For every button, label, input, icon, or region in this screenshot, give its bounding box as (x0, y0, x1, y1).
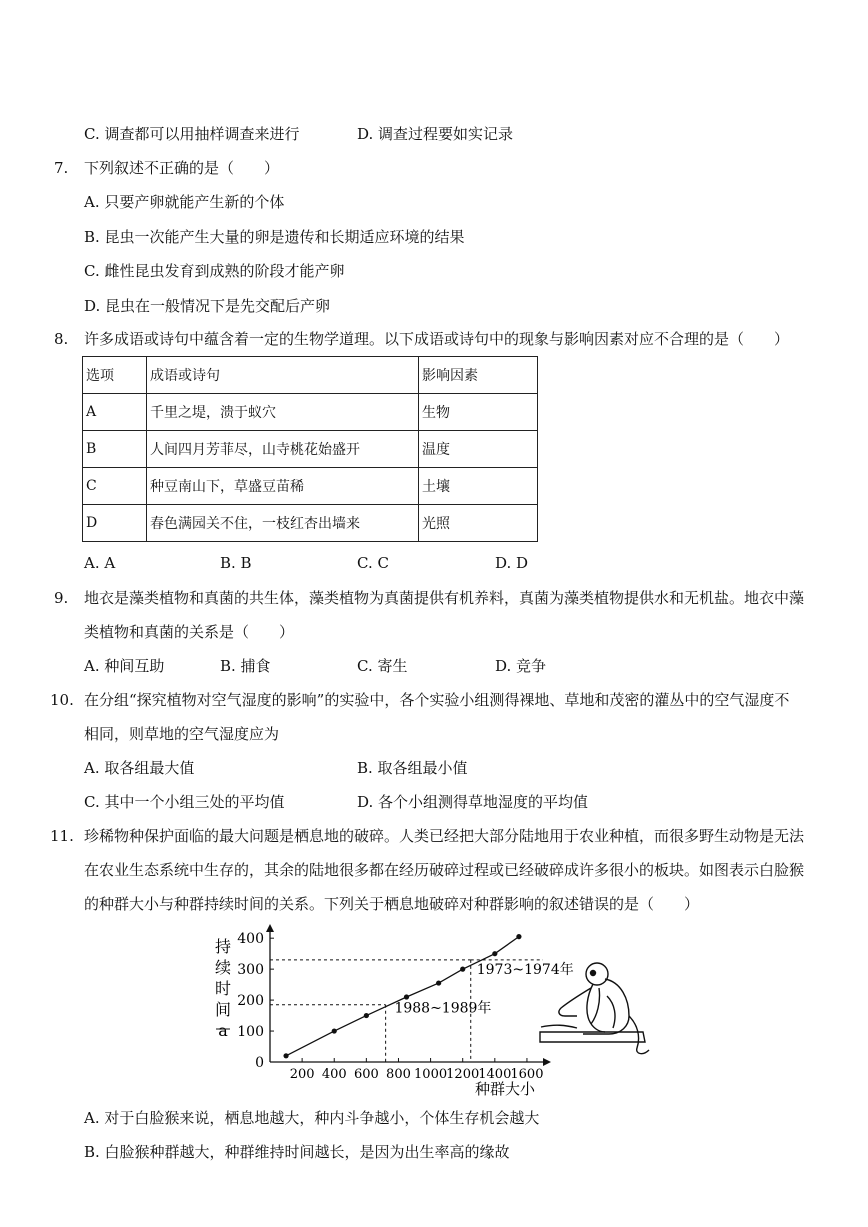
q10-option-c: C. 其中一个小组三处的平均值 (84, 793, 285, 811)
table-cell: 温度 (419, 431, 538, 468)
data-point (460, 967, 465, 972)
q8-table (82, 356, 538, 542)
q8-stem: 许多成语或诗句中蕴含着一定的生物学道理。以下成语或诗句中的现象与影响因素对应不合理的是（ ） (84, 330, 790, 348)
y-axis-label-char: 持 (214, 937, 232, 956)
q7-stem: 下列叙述不正确的是（ ） (84, 159, 280, 177)
table-cell: C (83, 468, 147, 505)
y-axis-label-char: 续 (214, 958, 232, 977)
table-row (83, 468, 538, 505)
q10-option-a: A. 取各组最大值 (84, 759, 195, 777)
table-row (83, 505, 538, 542)
q10-stem-line1: 在分组“探究植物对空气湿度的影响”的实验中，各个实验小组测得裸地、草地和茂密的灌丛中的空气湿度不 (84, 691, 790, 709)
data-point (364, 1013, 369, 1018)
q10-option-b: B. 取各组最小值 (357, 759, 468, 777)
x-tick-label: 400 (321, 1067, 347, 1082)
q11-stem-line2: 在农业生态系统中生存的，其余的陆地很多都在经历破碎过程或已经破碎成许多很小的板块。如图表示白脸猴 (84, 861, 805, 879)
table-cell: 土壤 (419, 468, 538, 505)
y-tick-label: 0 (255, 1055, 264, 1071)
table-cell: 生物 (419, 394, 538, 431)
q9-option-a: A. 种间互助 (84, 657, 165, 675)
chart-series (283, 934, 521, 1058)
table-cell: 种豆南山下，草盛豆苗稀 (147, 468, 419, 505)
table-cell: 人间四月芳菲尽，山寺桃花始盛开 (147, 431, 419, 468)
annotation-1973-1974: 1973~1974年 (476, 961, 574, 978)
x-tick-label: 1400 (478, 1067, 512, 1082)
table-header-cell: 成语或诗句 (147, 357, 419, 394)
table-cell: B (83, 431, 147, 468)
q9-stem-line1: 地衣是藻类植物和真菌的共生体，藻类植物为真菌提供有机养料，真菌为藻类植物提供水和无机盐。地衣中藻 (84, 589, 805, 607)
q8-option-c: C. C (357, 554, 389, 572)
q9-number: 9. (54, 589, 69, 607)
q8-option-d: D. D (495, 554, 529, 572)
table-cell: A (83, 394, 147, 431)
table-cell: D (83, 505, 147, 542)
y-axis-label-char: a (218, 1021, 228, 1040)
q9-option-c: C. 寄生 (357, 657, 408, 675)
y-axis-label-char: 间 (214, 1000, 232, 1019)
x-tick-label: 1200 (446, 1067, 480, 1082)
chart-annotations (394, 961, 573, 1017)
y-tick-label: 400 (237, 931, 264, 948)
table-header-cell: 选项 (83, 357, 147, 394)
table-cell: 光照 (419, 505, 538, 542)
y-axis-arrow (266, 924, 274, 932)
q10-number: 10. (50, 691, 74, 709)
q9-stem-line2: 类植物和真菌的关系是（ ） (84, 623, 295, 641)
q7-option-d: D. 昆虫在一般情况下是先交配后产卵 (84, 297, 331, 315)
data-point (516, 934, 521, 939)
x-tick-label: 800 (386, 1067, 411, 1082)
y-tick-label: 200 (237, 993, 264, 1010)
table-header-row (83, 357, 538, 394)
data-point (332, 1028, 337, 1033)
x-tick-label: 600 (353, 1067, 379, 1082)
q11-option-a: A. 对于白脸猴来说，栖息地越大，种内斗争越小，个体生存机会越大 (84, 1109, 540, 1127)
data-point (436, 980, 441, 985)
q8-option-a: A. A (84, 554, 116, 572)
series-line (286, 937, 519, 1056)
y-tick-label: 300 (237, 962, 264, 979)
q6-option-d: D. 调查过程要如实记录 (357, 125, 514, 143)
q7-option-c: C. 雌性昆虫发育到成熟的阶段才能产卵 (84, 262, 345, 280)
x-tick-label: 200 (289, 1067, 315, 1082)
data-point (283, 1053, 288, 1058)
annotation-1988-1989: 1988~1989年 (394, 1000, 492, 1017)
x-tick-label: 1600 (510, 1067, 544, 1082)
y-axis-label (215, 937, 231, 1040)
y-tick-label: 100 (237, 1024, 264, 1041)
population-duration-chart (205, 924, 665, 1100)
data-point (404, 994, 409, 999)
q11-option-b: B. 白脸猴种群越大，种群维持时间越长，是因为出生率高的缘故 (84, 1143, 510, 1161)
q7-option-b: B. 昆虫一次能产生大量的卵是遗传和长期适应环境的结果 (84, 228, 465, 246)
q11-stem-line1: 珍稀物种保护面临的最大问题是栖息地的破碎。人类已经把大部分陆地用于农业种植，而很多野生动物是无法 (84, 827, 805, 845)
table-cell: 春色满园关不住，一枝红杏出墙来 (147, 505, 419, 542)
q9-option-d: D. 竞争 (495, 657, 547, 675)
data-point (492, 951, 497, 956)
table-row (83, 431, 538, 468)
x-tick-label: 1000 (414, 1067, 448, 1082)
q8-number: 8. (54, 330, 69, 348)
x-axis-label: 种群大小 (474, 1080, 536, 1098)
q10-stem-line2: 相同，则草地的空气湿度应为 (84, 725, 280, 743)
q8-option-b: B. B (220, 554, 252, 572)
table-header-cell: 影响因素 (419, 357, 538, 394)
q10-option-d: D. 各个小组测得草地湿度的平均值 (357, 793, 589, 811)
table-cell: 千里之堤，溃于蚁穴 (147, 394, 419, 431)
chart-ticks (237, 931, 543, 1082)
q7-number: 7. (54, 159, 69, 177)
q7-option-a: A. 只要产卵就能产生新的个体 (84, 193, 285, 211)
q11-stem-line3: 的种群大小与种群持续时间的关系。下列关于栖息地破碎对种群影响的叙述错误的是（ ） (84, 895, 700, 913)
q11-number: 11. (50, 827, 74, 845)
table-row (83, 394, 538, 431)
x-axis-arrow (543, 1058, 551, 1066)
q6-option-c: C. 调查都可以用抽样调查来进行 (84, 125, 300, 143)
y-axis-label-char: 时 (214, 979, 232, 998)
q9-option-b: B. 捕食 (220, 657, 271, 675)
